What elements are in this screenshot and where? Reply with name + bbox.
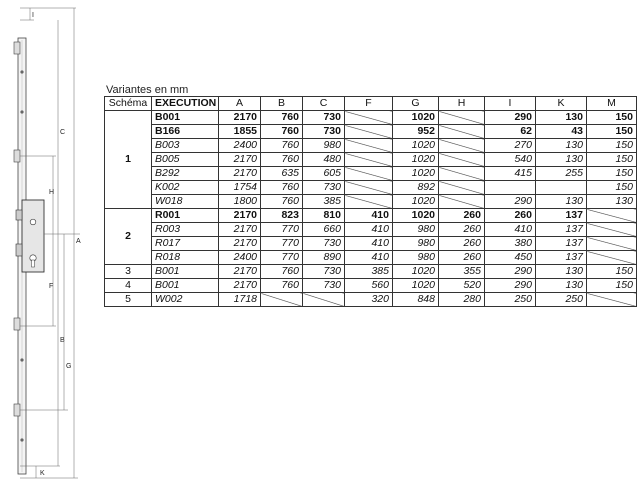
column-header: H bbox=[439, 97, 485, 111]
value-cell: 1800 bbox=[219, 195, 261, 209]
schema-cell: 1 bbox=[105, 111, 152, 209]
value-cell: 730 bbox=[303, 279, 345, 293]
execution-cell: B003 bbox=[152, 139, 219, 153]
value-cell: 130 bbox=[587, 195, 637, 209]
value-cell: 290 bbox=[485, 265, 536, 279]
value-cell: 770 bbox=[261, 251, 303, 265]
value-cell: 770 bbox=[261, 223, 303, 237]
value-cell: 385 bbox=[303, 195, 345, 209]
not-applicable-cell bbox=[261, 293, 303, 307]
value-cell: 2170 bbox=[219, 153, 261, 167]
value-cell: 137 bbox=[536, 251, 587, 265]
value-cell: 730 bbox=[303, 181, 345, 195]
value-cell: 2170 bbox=[219, 209, 261, 223]
execution-cell: W018 bbox=[152, 195, 219, 209]
dead-bolt bbox=[16, 244, 22, 256]
execution-cell: B005 bbox=[152, 153, 219, 167]
value-cell: 2170 bbox=[219, 279, 261, 293]
value-cell: 1020 bbox=[393, 139, 439, 153]
table-row bbox=[105, 251, 637, 265]
value-cell: 415 bbox=[485, 167, 536, 181]
not-applicable-cell bbox=[439, 167, 485, 181]
hook-top bbox=[14, 42, 20, 54]
value-cell: 150 bbox=[587, 265, 637, 279]
not-applicable-cell bbox=[587, 209, 637, 223]
execution-cell: B166 bbox=[152, 125, 219, 139]
not-applicable-cell bbox=[345, 167, 393, 181]
not-applicable-cell bbox=[587, 237, 637, 251]
handle-spindle-hole bbox=[30, 219, 36, 225]
dim-label-a: A bbox=[76, 238, 81, 245]
table-row bbox=[105, 237, 637, 251]
column-header: Schéma bbox=[105, 97, 152, 111]
not-applicable-cell bbox=[439, 125, 485, 139]
value-cell: 130 bbox=[536, 265, 587, 279]
value-cell: 2170 bbox=[219, 223, 261, 237]
table-row bbox=[105, 195, 637, 209]
value-cell: 730 bbox=[303, 237, 345, 251]
value-cell: 290 bbox=[485, 195, 536, 209]
value-cell: 660 bbox=[303, 223, 345, 237]
execution-cell: R017 bbox=[152, 237, 219, 251]
value-cell: 730 bbox=[303, 125, 345, 139]
column-header: C bbox=[303, 97, 345, 111]
not-applicable-cell bbox=[439, 153, 485, 167]
column-header: B bbox=[261, 97, 303, 111]
value-cell: 1020 bbox=[393, 111, 439, 125]
execution-cell: R018 bbox=[152, 251, 219, 265]
value-cell: 892 bbox=[393, 181, 439, 195]
table-body bbox=[105, 111, 637, 307]
value-cell: 1718 bbox=[219, 293, 261, 307]
value-cell: 1754 bbox=[219, 181, 261, 195]
not-applicable-cell bbox=[439, 139, 485, 153]
column-header: I bbox=[485, 97, 536, 111]
column-header: K bbox=[536, 97, 587, 111]
value-cell: 760 bbox=[261, 265, 303, 279]
value-cell: 290 bbox=[485, 279, 536, 293]
value-cell: 150 bbox=[587, 279, 637, 293]
value-cell: 1020 bbox=[393, 195, 439, 209]
value-cell: 980 bbox=[393, 237, 439, 251]
value-cell: 2400 bbox=[219, 251, 261, 265]
value-cell: 1020 bbox=[393, 265, 439, 279]
value-cell: 255 bbox=[536, 167, 587, 181]
value-cell: 150 bbox=[587, 139, 637, 153]
schema-cell: 3 bbox=[105, 265, 152, 279]
not-applicable-cell bbox=[439, 195, 485, 209]
table-row bbox=[105, 293, 637, 307]
value-cell: 137 bbox=[536, 209, 587, 223]
value-cell: 2170 bbox=[219, 265, 261, 279]
value-cell: 410 bbox=[345, 251, 393, 265]
value-cell: 62 bbox=[485, 125, 536, 139]
execution-cell: R001 bbox=[152, 209, 219, 223]
not-applicable-cell bbox=[439, 181, 485, 195]
value-cell: 320 bbox=[345, 293, 393, 307]
value-cell: 260 bbox=[439, 223, 485, 237]
value-cell: 130 bbox=[536, 195, 587, 209]
value-cell: 410 bbox=[485, 223, 536, 237]
value-cell: 560 bbox=[345, 279, 393, 293]
schema-cell: 5 bbox=[105, 293, 152, 307]
value-cell: 760 bbox=[261, 111, 303, 125]
value-cell: 280 bbox=[439, 293, 485, 307]
value-cell: 890 bbox=[303, 251, 345, 265]
dim-label-b: B bbox=[60, 337, 65, 344]
value-cell: 980 bbox=[393, 223, 439, 237]
value-cell: 150 bbox=[587, 125, 637, 139]
value-cell: 250 bbox=[485, 293, 536, 307]
value-cell: 260 bbox=[439, 237, 485, 251]
value-cell: 150 bbox=[587, 167, 637, 181]
value-cell: 1020 bbox=[393, 279, 439, 293]
value-cell: 760 bbox=[261, 279, 303, 293]
value-cell bbox=[536, 181, 587, 195]
latch-bolt bbox=[16, 210, 22, 220]
value-cell: 260 bbox=[439, 251, 485, 265]
not-applicable-cell bbox=[345, 181, 393, 195]
dim-label-h: H bbox=[49, 189, 55, 196]
roller-2 bbox=[20, 110, 23, 113]
table-row bbox=[105, 153, 637, 167]
dim-label-c: C bbox=[60, 129, 66, 136]
dim-label-k: K bbox=[40, 470, 45, 477]
value-cell: 1020 bbox=[393, 209, 439, 223]
value-cell: 2170 bbox=[219, 167, 261, 181]
table-row bbox=[105, 139, 637, 153]
table-row bbox=[105, 181, 637, 195]
not-applicable-cell bbox=[345, 125, 393, 139]
execution-cell: B001 bbox=[152, 265, 219, 279]
value-cell: 250 bbox=[536, 293, 587, 307]
execution-cell: W002 bbox=[152, 293, 219, 307]
roller-4 bbox=[20, 438, 23, 441]
value-cell: 760 bbox=[261, 195, 303, 209]
value-cell: 980 bbox=[393, 251, 439, 265]
execution-cell: B001 bbox=[152, 111, 219, 125]
value-cell: 605 bbox=[303, 167, 345, 181]
table-row bbox=[105, 265, 637, 279]
value-cell: 848 bbox=[393, 293, 439, 307]
column-header: F bbox=[345, 97, 393, 111]
table-row bbox=[105, 111, 637, 125]
value-cell: 760 bbox=[261, 125, 303, 139]
table-row bbox=[105, 279, 637, 293]
value-cell: 730 bbox=[303, 265, 345, 279]
value-cell: 635 bbox=[261, 167, 303, 181]
value-cell: 380 bbox=[485, 237, 536, 251]
value-cell: 810 bbox=[303, 209, 345, 223]
value-cell: 1855 bbox=[219, 125, 261, 139]
execution-cell: K002 bbox=[152, 181, 219, 195]
hook-bottom bbox=[14, 404, 20, 416]
value-cell: 130 bbox=[536, 153, 587, 167]
roller-1 bbox=[20, 70, 23, 73]
value-cell: 130 bbox=[536, 139, 587, 153]
value-cell: 355 bbox=[439, 265, 485, 279]
execution-cell: B001 bbox=[152, 279, 219, 293]
not-applicable-cell bbox=[587, 251, 637, 265]
value-cell: 260 bbox=[439, 209, 485, 223]
value-cell: 130 bbox=[536, 111, 587, 125]
value-cell: 520 bbox=[439, 279, 485, 293]
column-header: G bbox=[393, 97, 439, 111]
value-cell: 260 bbox=[485, 209, 536, 223]
value-cell: 137 bbox=[536, 237, 587, 251]
value-cell: 760 bbox=[261, 181, 303, 195]
not-applicable-cell bbox=[439, 111, 485, 125]
value-cell: 2400 bbox=[219, 139, 261, 153]
variants-table bbox=[104, 96, 637, 307]
value-cell bbox=[485, 181, 536, 195]
cylinder-slot bbox=[32, 260, 35, 267]
value-cell: 410 bbox=[345, 223, 393, 237]
value-cell: 150 bbox=[587, 111, 637, 125]
value-cell: 410 bbox=[345, 209, 393, 223]
not-applicable-cell bbox=[587, 223, 637, 237]
execution-cell: B292 bbox=[152, 167, 219, 181]
value-cell: 385 bbox=[345, 265, 393, 279]
schema-cell: 2 bbox=[105, 209, 152, 265]
execution-cell: R003 bbox=[152, 223, 219, 237]
not-applicable-cell bbox=[345, 111, 393, 125]
value-cell: 43 bbox=[536, 125, 587, 139]
lock-dimension-drawing bbox=[0, 0, 100, 486]
dim-label-i: I bbox=[32, 12, 34, 19]
table-row bbox=[105, 125, 637, 139]
value-cell: 450 bbox=[485, 251, 536, 265]
roller-3 bbox=[20, 358, 23, 361]
hook-upper bbox=[14, 150, 20, 162]
not-applicable-cell bbox=[587, 293, 637, 307]
value-cell: 480 bbox=[303, 153, 345, 167]
table-row bbox=[105, 209, 637, 223]
table-row bbox=[105, 223, 637, 237]
value-cell: 770 bbox=[261, 237, 303, 251]
value-cell: 130 bbox=[536, 279, 587, 293]
value-cell: 730 bbox=[303, 111, 345, 125]
value-cell: 952 bbox=[393, 125, 439, 139]
value-cell: 2170 bbox=[219, 237, 261, 251]
value-cell: 1020 bbox=[393, 153, 439, 167]
value-cell: 760 bbox=[261, 139, 303, 153]
value-cell: 823 bbox=[261, 209, 303, 223]
column-header: A bbox=[219, 97, 261, 111]
column-header: EXECUTION bbox=[152, 97, 219, 111]
dim-label-f: F bbox=[49, 283, 54, 290]
value-cell: 410 bbox=[345, 237, 393, 251]
value-cell: 760 bbox=[261, 153, 303, 167]
value-cell: 980 bbox=[303, 139, 345, 153]
not-applicable-cell bbox=[345, 139, 393, 153]
not-applicable-cell bbox=[345, 195, 393, 209]
value-cell: 150 bbox=[587, 181, 637, 195]
schema-cell: 4 bbox=[105, 279, 152, 293]
value-cell: 137 bbox=[536, 223, 587, 237]
value-cell: 270 bbox=[485, 139, 536, 153]
value-cell: 1020 bbox=[393, 167, 439, 181]
not-applicable-cell bbox=[303, 293, 345, 307]
table-header-row bbox=[105, 97, 637, 111]
column-header: M bbox=[587, 97, 637, 111]
value-cell: 150 bbox=[587, 153, 637, 167]
hook-lower bbox=[14, 318, 20, 330]
value-cell: 2170 bbox=[219, 111, 261, 125]
not-applicable-cell bbox=[345, 153, 393, 167]
value-cell: 540 bbox=[485, 153, 536, 167]
table-caption: Variantes en mm bbox=[106, 84, 189, 96]
dim-label-g: G bbox=[66, 363, 72, 370]
value-cell: 290 bbox=[485, 111, 536, 125]
table-row bbox=[105, 167, 637, 181]
